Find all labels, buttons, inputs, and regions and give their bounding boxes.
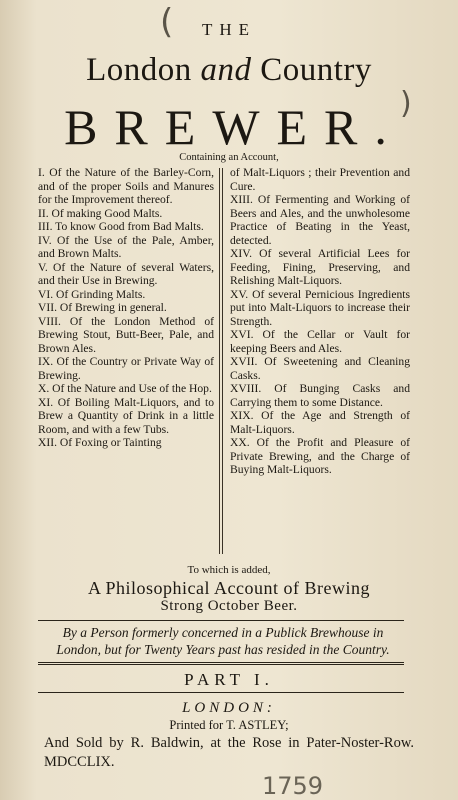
contents-item: IX. Of the Country or Private Way of Brewing. (38, 355, 214, 382)
title-the: THE (201, 20, 257, 39)
title-brewer: BREWER. (64, 99, 404, 155)
column-divider (219, 168, 220, 554)
author-statement: By a Person formerly concerned in a Publick Brewhouse in London, but for Twenty Years past has resided in the Country. (56, 625, 390, 657)
contents-item: XVI. Of the Cellar or Vault for keeping Beers and Ales. (230, 328, 410, 355)
contents-item: VI. Of Grinding Malts. (38, 287, 146, 301)
contents-item: XII. Of Foxing or Tainting (38, 436, 162, 449)
horizontal-rule (38, 664, 404, 665)
part-label: PART I. (184, 670, 274, 689)
title-london-country: London and Country (86, 52, 372, 88)
contents-item: II. Of making Good Malts. (38, 206, 163, 220)
contents-item: XVIII. Of Bunging Casks and Carrying them to some Distance. (230, 382, 410, 409)
contents-item: XIV. Of several Artificial Lees for Feeding, Fining, Preserving, and Relishing Malt-Liquors. (230, 247, 410, 287)
contents-item: XIX. Of the Age and Strength of Malt-Liquors. (230, 409, 410, 436)
contents-item: V. Of the Nature of several Waters, and their Use in Brewing. (38, 260, 214, 287)
contents-left-column (38, 166, 214, 450)
imprint-printer: Printed for T. ASTLEY; (169, 718, 289, 732)
strong-october-beer: Strong October Beer. (160, 598, 298, 614)
contents-right-column (230, 166, 410, 477)
philosophical-account: A Philosophical Account of Brewing (88, 578, 370, 598)
pencil-year-annotation: 1759 (262, 772, 324, 800)
to-which-is-added: To which is added, (187, 564, 271, 576)
contents-item: XI. Of Boiling Malt-Liquors, and to Brew a Quantity of Drink in a little Room, and with a few Tubs. (38, 395, 214, 436)
contents-item: XIII. Of Fermenting and Working of Beers and Ales, and the unwholesome Practice of Beating in the Yeast, detected. (230, 193, 410, 247)
imprint-seller: And Sold by R. Baldwin, at the Rose in Pater-Noster-Row. MDCCLIX. (44, 735, 414, 770)
horizontal-rule (38, 662, 404, 663)
column-divider (222, 168, 223, 554)
pencil-bracket-mark: ( (160, 2, 174, 42)
contents-item: XV. Of several Pernicious Ingredients put into Malt-Liquors to increase their Strength. (230, 287, 410, 328)
contents-item: XVII. Of Sweetening and Cleaning Casks. (230, 355, 410, 382)
horizontal-rule (38, 692, 404, 693)
contents-item: I. Of the Nature of the Barley-Corn, and of the proper Soils and Manures for the Improvement thereof. (38, 166, 214, 206)
contents-item: VII. Of Brewing in general. (38, 301, 167, 314)
contents-item: VIII. Of the London Method of Brewing Stout, Butt-Beer, Pale, and Brown Ales. (38, 314, 214, 355)
contents-item: of Malt-Liquors ; their Prevention and Cure. (230, 166, 410, 193)
contents-item: III. To know Good from Bad Malts. (38, 220, 204, 233)
imprint-place: LONDON: (182, 700, 276, 716)
horizontal-rule (38, 620, 404, 621)
contents-item: XX. Of the Profit and Pleasure of Private Brewing, and the Charge of Buying Malt-Liquors. (230, 436, 410, 476)
pencil-bracket-mark: ) (400, 86, 412, 121)
contents-item: X. Of the Nature and Use of the Hop. (38, 382, 212, 395)
containing-line: Containing an Account, (179, 152, 279, 163)
contents-item: IV. Of the Use of the Pale, Amber, and Brown Malts. (38, 233, 214, 260)
